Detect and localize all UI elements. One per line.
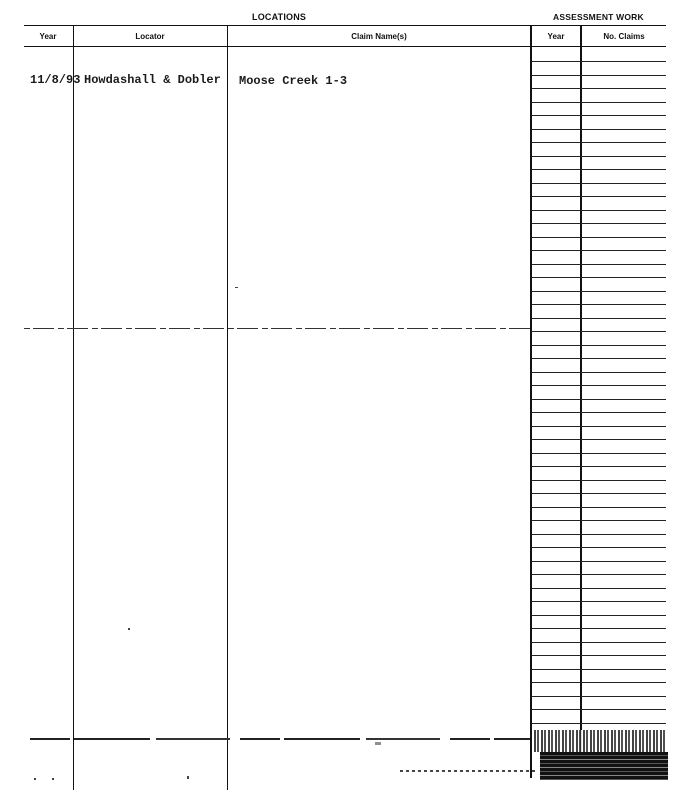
assessment-grid-row-line (531, 237, 666, 238)
assessment-grid-row-line (531, 88, 666, 89)
assessment-grid-row-line (531, 61, 666, 62)
assessment-grid-row-line (531, 115, 666, 116)
assessment-grid-row-line (531, 534, 666, 535)
assessment-grid-row-line (531, 696, 666, 697)
assessment-grid-row-line (531, 412, 666, 413)
divider-locator-claims (227, 26, 228, 790)
speck (187, 776, 189, 779)
column-header-locator: Locator (135, 32, 165, 41)
assessment-grid-row-line (531, 345, 666, 346)
assessment-grid-row-line (531, 372, 666, 373)
scan-lower-line (400, 770, 535, 772)
speck (235, 287, 238, 288)
assessment-grid-row-line (531, 304, 666, 305)
assessment-grid-row-line (531, 129, 666, 130)
column-header-no-claims: No. Claims (603, 32, 645, 41)
entry-claim-name: Moose Creek 1-3 (239, 74, 348, 88)
assessment-grid-row-line (531, 561, 666, 562)
assessment-grid-row-line (531, 588, 666, 589)
assessment-grid-row-line (531, 682, 666, 683)
assessment-grid-row-line (531, 331, 666, 332)
speck (34, 778, 36, 780)
assessment-grid-row-line (531, 183, 666, 184)
assessment-grid-row-line (531, 358, 666, 359)
assessment-grid-row-line (531, 102, 666, 103)
assessment-grid-row-line (531, 318, 666, 319)
assessment-grid-row-line (531, 615, 666, 616)
assessment-grid-row-line (531, 426, 666, 427)
assessment-grid-row-line (531, 75, 666, 76)
assessment-grid-row-line (531, 291, 666, 292)
assessment-grid-row-line (531, 480, 666, 481)
scan-fold-line (24, 328, 530, 329)
assessment-grid-row-line (531, 385, 666, 386)
assessment-grid-row-line (531, 493, 666, 494)
assessment-grid-row-line (531, 169, 666, 170)
assessment-grid-row-line (531, 210, 666, 211)
assessment-grid-row-line (531, 466, 666, 467)
assessment-grid-row-line (531, 439, 666, 440)
assessment-grid-row-line (531, 642, 666, 643)
divider-claims-assessment (530, 26, 532, 778)
header-top-rule (24, 25, 666, 26)
speck (375, 742, 381, 745)
locations-section-title: LOCATIONS (252, 12, 307, 22)
column-header-assessment-year: Year (547, 32, 565, 41)
assessment-grid-row-line (531, 453, 666, 454)
column-header-year: Year (39, 32, 57, 41)
scan-bottom-line (30, 738, 530, 740)
assessment-grid-row-line (531, 601, 666, 602)
scan-smudge-upper (534, 730, 666, 752)
assessment-grid-row-line (531, 669, 666, 670)
assessment-grid-row-line (531, 507, 666, 508)
assessment-grid-row-line (531, 142, 666, 143)
assessment-grid-row-line (531, 277, 666, 278)
column-header-claim-names: Claim Name(s) (351, 32, 407, 41)
assessment-grid-row-line (531, 223, 666, 224)
divider-assessment-year-claims (580, 26, 582, 778)
assessment-grid-row-line (531, 547, 666, 548)
scan-smudge-lower (540, 752, 668, 780)
divider-year-locator (73, 26, 74, 790)
assessment-grid-row-line (531, 399, 666, 400)
speck (128, 628, 130, 630)
assessment-work-section-title: ASSESSMENT WORK (553, 12, 644, 22)
assessment-grid-row-line (531, 574, 666, 575)
assessment-grid-row-line (531, 156, 666, 157)
assessment-grid-row-line (531, 196, 666, 197)
assessment-grid-row-line (531, 628, 666, 629)
assessment-grid-row-line (531, 250, 666, 251)
entry-locator: Howdashall & Dobler (84, 73, 221, 87)
assessment-grid-row-line (531, 264, 666, 265)
assessment-grid-row-line (531, 520, 666, 521)
header-bottom-rule-assessment (531, 46, 666, 47)
header-bottom-rule-locations (24, 46, 530, 47)
assessment-grid-row-line (531, 709, 666, 710)
speck (52, 778, 54, 780)
assessment-grid-row-line (531, 723, 666, 724)
entry-year: 11/8/93 (30, 73, 81, 87)
assessment-grid-row-line (531, 655, 666, 656)
